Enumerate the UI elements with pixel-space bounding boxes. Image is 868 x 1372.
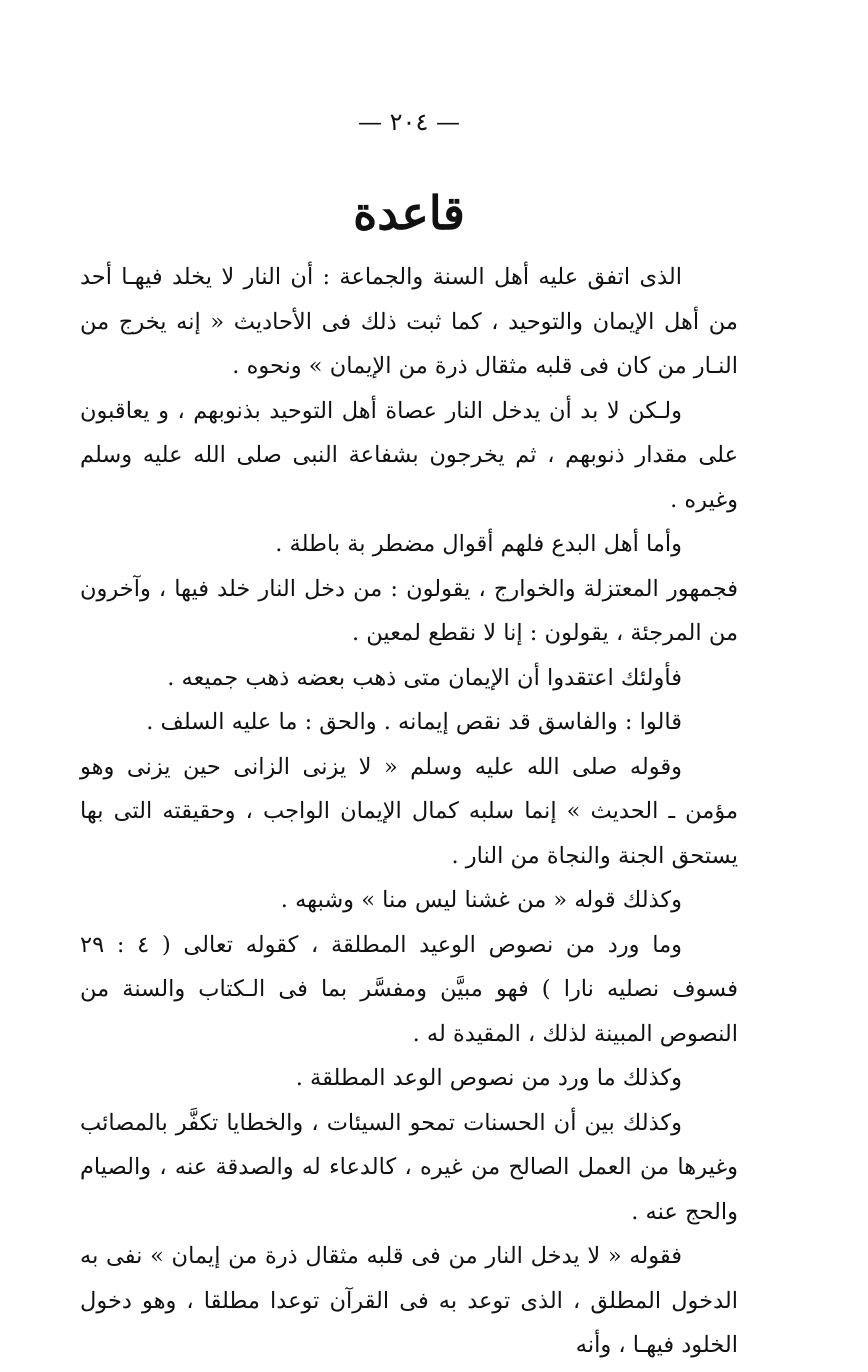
paragraph: فجمهور المعتزلة والخوارج ، يقولون : من دخل النار خلد فيها ، وآخرون من المرجئة ، يقولون : إنا لا نقطع لمعين . — [80, 575, 738, 647]
page-number: — ٢٠٤ — — [358, 108, 460, 136]
paragraph: وكذلك بين أن الحسنات تمحو السيئات ، والخطايا تكفَّر بالمصائب وغيرها من العمل الصالح من غيره ، كالدعاء له والصدقة عنه ، والصيام والحج عنه . — [80, 1109, 738, 1225]
paragraph: فقوله « لا يدخل النار من فى قلبه مثقال ذرة من إيمان » نفى به الدخول المطلق ، الذى توعد به فى القرآن توعدا مطلقا ، وهو دخول الخلود فيهـا ، وأنه — [80, 1243, 738, 1359]
paragraph: وقوله صلى الله عليه وسلم « لا يزنى الزانى حين يزنى وهو مؤمن ـ الحديث » إنما سلبه كمال الإيمان الواجب ، وحقيقته التى بها يستحق الجنة والنجاة من النار . — [80, 753, 738, 869]
paragraph: الذى اتفق عليه أهل السنة والجماعة : أن النار لا يخلد فيهـا أحد من أهل الإيمان والتوحيد ، كما ثبت ذلك فى الأحاديث « إنه يخرج من النـار من كان فى قلبه مثقال ذرة من الإيمان » ونحوه . — [80, 264, 738, 380]
section-title: قاعدة — [353, 186, 465, 240]
paragraph: وكذلك ما ورد من نصوص الوعد المطلقة . — [295, 1065, 682, 1092]
paragraph: قالوا : والفاسق قد نقص إيمانه . والحق : ما عليه السلف . — [146, 709, 682, 736]
body-text — [80, 255, 738, 1368]
paragraph: وما ورد من نصوص الوعيد المطلقة ، كقوله تعالى ( ٤ : ٢٩ فسوف نصليه نارا ) فهو مبيَّن ومفسَّر بما فى الـكتاب والسنة من النصوص المبينة لذلك ، المقيدة له . — [80, 931, 738, 1047]
paragraph: فأولئك اعتقدوا أن الإيمان متى ذهب بعضه ذهب جميعه . — [167, 664, 682, 691]
paragraph: وأما أهل البدع فلهم أقوال مضطر بة باطلة . — [275, 531, 682, 558]
paragraph: ولـكن لا بد أن يدخل النار عصاة أهل التوحيد بذنوبهم ، و يعاقبون على مقدار ذنوبهم ، ثم يخرجون بشفاعة النبى صلى الله عليه وسلم وغيره . — [80, 397, 738, 513]
paragraph: وكذلك قوله « من غشنا ليس منا » وشبهه . — [280, 887, 682, 914]
